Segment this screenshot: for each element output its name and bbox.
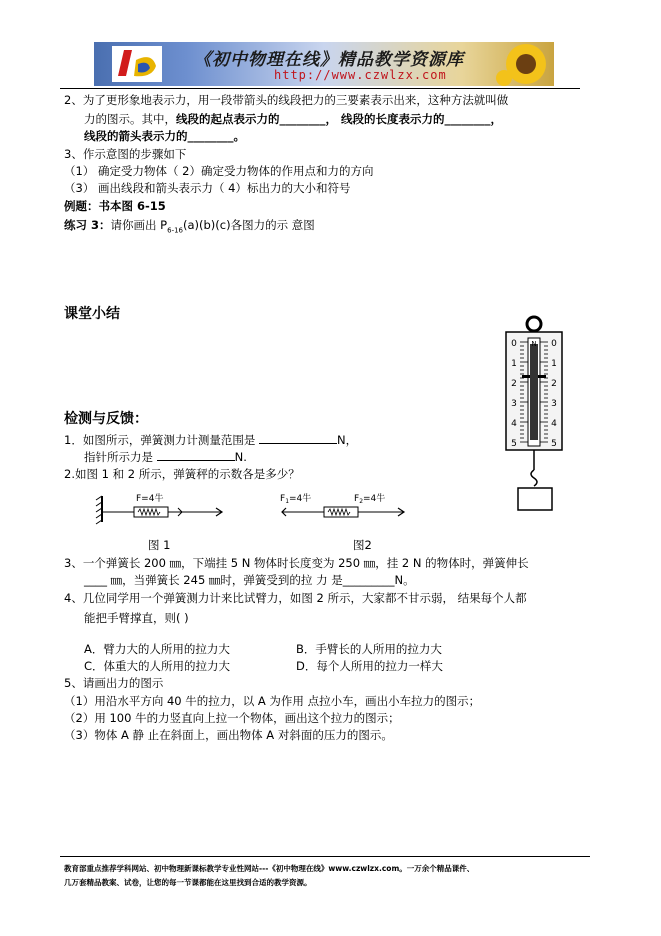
scale-right-tick-label: 3 bbox=[551, 399, 557, 409]
q4-line2: 能把手臂撑直，则( ) bbox=[84, 611, 189, 625]
fig1-caption: 图 1 bbox=[148, 538, 171, 552]
scale-right-tick-label: 0 bbox=[551, 339, 557, 349]
scale-left-tick-label: 5 bbox=[511, 439, 517, 449]
q5-title: 5、请画出力的图示 bbox=[64, 676, 164, 690]
figure-2 bbox=[272, 488, 410, 528]
scale-right-tick-label: 1 bbox=[551, 359, 557, 369]
q4-option-a[interactable]: A．臂力大的人所用的拉力大 bbox=[84, 642, 230, 656]
scale-left-tick-label: 3 bbox=[511, 399, 517, 409]
q1-range-blank[interactable] bbox=[259, 443, 337, 444]
scale-unit-label: N bbox=[531, 340, 537, 348]
item2-line2-b: 线段的起点表示力的________， 线段的长度表示力的________， bbox=[176, 112, 503, 126]
item2-line3: 线段的箭头表示力的________。 bbox=[84, 129, 245, 143]
fig1-force-label: F=4牛 bbox=[136, 494, 164, 504]
sunflower-icon bbox=[496, 42, 554, 86]
fig2-caption: 图2 bbox=[353, 538, 372, 552]
item3-step1: （1） 确定受力物体（ 2）确定受力物体的作用点和力的方向 bbox=[64, 164, 374, 178]
q4-option-c[interactable]: C．体重大的人所用的拉力大 bbox=[84, 659, 231, 673]
fig2-f2-label: $F_2=4$牛 bbox=[354, 494, 386, 505]
scale-left-tick-label: 4 bbox=[511, 419, 517, 429]
q5-line3: （3）物体 A 静 止在斜面上，画出物体 A 对斜面的压力的图示。 bbox=[64, 728, 393, 742]
q1-line1-a: 1．如图所示，弹簧测力计测量范围是 bbox=[64, 433, 256, 447]
scale-right-tick-label: 4 bbox=[551, 419, 557, 429]
q3-line1: 3、一个弹簧长 200 ㎜，下端挂 5 N 物体时长度变为 250 ㎜，挂 2 N 的物体时，弹簧伸长 bbox=[64, 556, 529, 570]
q4-option-b[interactable]: B．手臂长的人所用的拉力大 bbox=[296, 642, 442, 656]
q5-line1: （1）用沿水平方向 40 牛的拉力，以 A 为作用 点拉小车，画出小车拉力的图示； bbox=[64, 694, 481, 708]
scale-left-tick-label: 1 bbox=[511, 359, 517, 369]
feedback-heading: 检测与反馈： bbox=[64, 411, 148, 427]
footer-line2: 几万套精品教案、试卷，让您的每一节课都能在这里找到合适的教学资源。 bbox=[64, 878, 312, 887]
practice-line bbox=[64, 217, 315, 234]
item2-line2-a: 力的图示。其中， bbox=[84, 112, 176, 126]
banner-url: http://www.czwlzx.com bbox=[274, 68, 447, 82]
scale-left-tick-label: 2 bbox=[511, 379, 517, 389]
footer-rule bbox=[60, 856, 590, 857]
scale-left-tick-label: 0 bbox=[511, 339, 517, 349]
banner-title: 《初中物理在线》精品教学资源库 bbox=[194, 50, 464, 70]
q1-line2-b: N. bbox=[234, 450, 247, 464]
q5-line2: （2）用 100 牛的力竖直向上拉一个物体，画出这个拉力的图示； bbox=[64, 711, 400, 725]
figure-1 bbox=[94, 488, 226, 528]
scale-spring bbox=[530, 344, 538, 440]
scale-weight bbox=[518, 488, 552, 510]
scale-right-tick-label: 5 bbox=[551, 439, 557, 449]
fig2-f1-label: $F_1=4$牛 bbox=[280, 494, 312, 505]
summary-heading: 课堂小结 bbox=[64, 306, 120, 322]
item2-line1: 2、为了更形象地表示力，用一段带箭头的线段把力的三要素表示出来，这种方法就叫做 bbox=[64, 93, 509, 107]
header-banner bbox=[94, 42, 554, 86]
q1-line2 bbox=[84, 449, 247, 465]
practice-sub: 6-16 bbox=[167, 226, 183, 235]
practice-text-b: (a)(b)(c)各图力的示 意图 bbox=[183, 218, 315, 232]
q1-line1-b: N， bbox=[336, 433, 358, 447]
scale-hook bbox=[531, 470, 537, 486]
scale-right-tick-label: 2 bbox=[551, 379, 557, 389]
q4-option-d[interactable]: D．每个人所用的拉力一样大 bbox=[296, 659, 443, 673]
practice-text-a: 请你画出 P bbox=[110, 218, 168, 232]
q2-text: 2.如图 1 和 2 所示，弹簧秤的示数各是多少？ bbox=[64, 467, 300, 481]
spring-scale-figure bbox=[492, 312, 576, 514]
item3-step2: （3） 画出线段和箭头表示力（ 4）标出力的大小和符号 bbox=[64, 181, 351, 195]
logo-icon bbox=[112, 46, 162, 82]
q1-line2-a: 指针所示力是 bbox=[84, 450, 153, 464]
scale-top-ring bbox=[527, 317, 541, 331]
header-rule bbox=[60, 88, 580, 89]
q1-line1 bbox=[64, 432, 357, 448]
item2-line2 bbox=[84, 111, 502, 127]
footer-line1: 教育部重点推荐学科网站、初中物理新课标教学专业性网站---《初中物理在线》www.czwlzx.com。一万余个精品课件、 bbox=[64, 864, 475, 873]
example-line: 例题：书本图 6-15 bbox=[64, 199, 166, 213]
q4-line1: 4、几位同学用一个弹簧测力计来比试臂力，如图 2 所示，大家都不甘示弱， 结果每个人都 bbox=[64, 591, 527, 605]
q1-reading-blank[interactable] bbox=[157, 460, 235, 461]
practice-label: 练习 3： bbox=[64, 218, 111, 232]
q3-line2: ____ ㎜，当弹簧长 245 ㎜时，弹簧受到的拉 力 是_________N。 bbox=[84, 573, 415, 587]
item3-title: 3、作示意图的步骤如下 bbox=[64, 147, 187, 161]
